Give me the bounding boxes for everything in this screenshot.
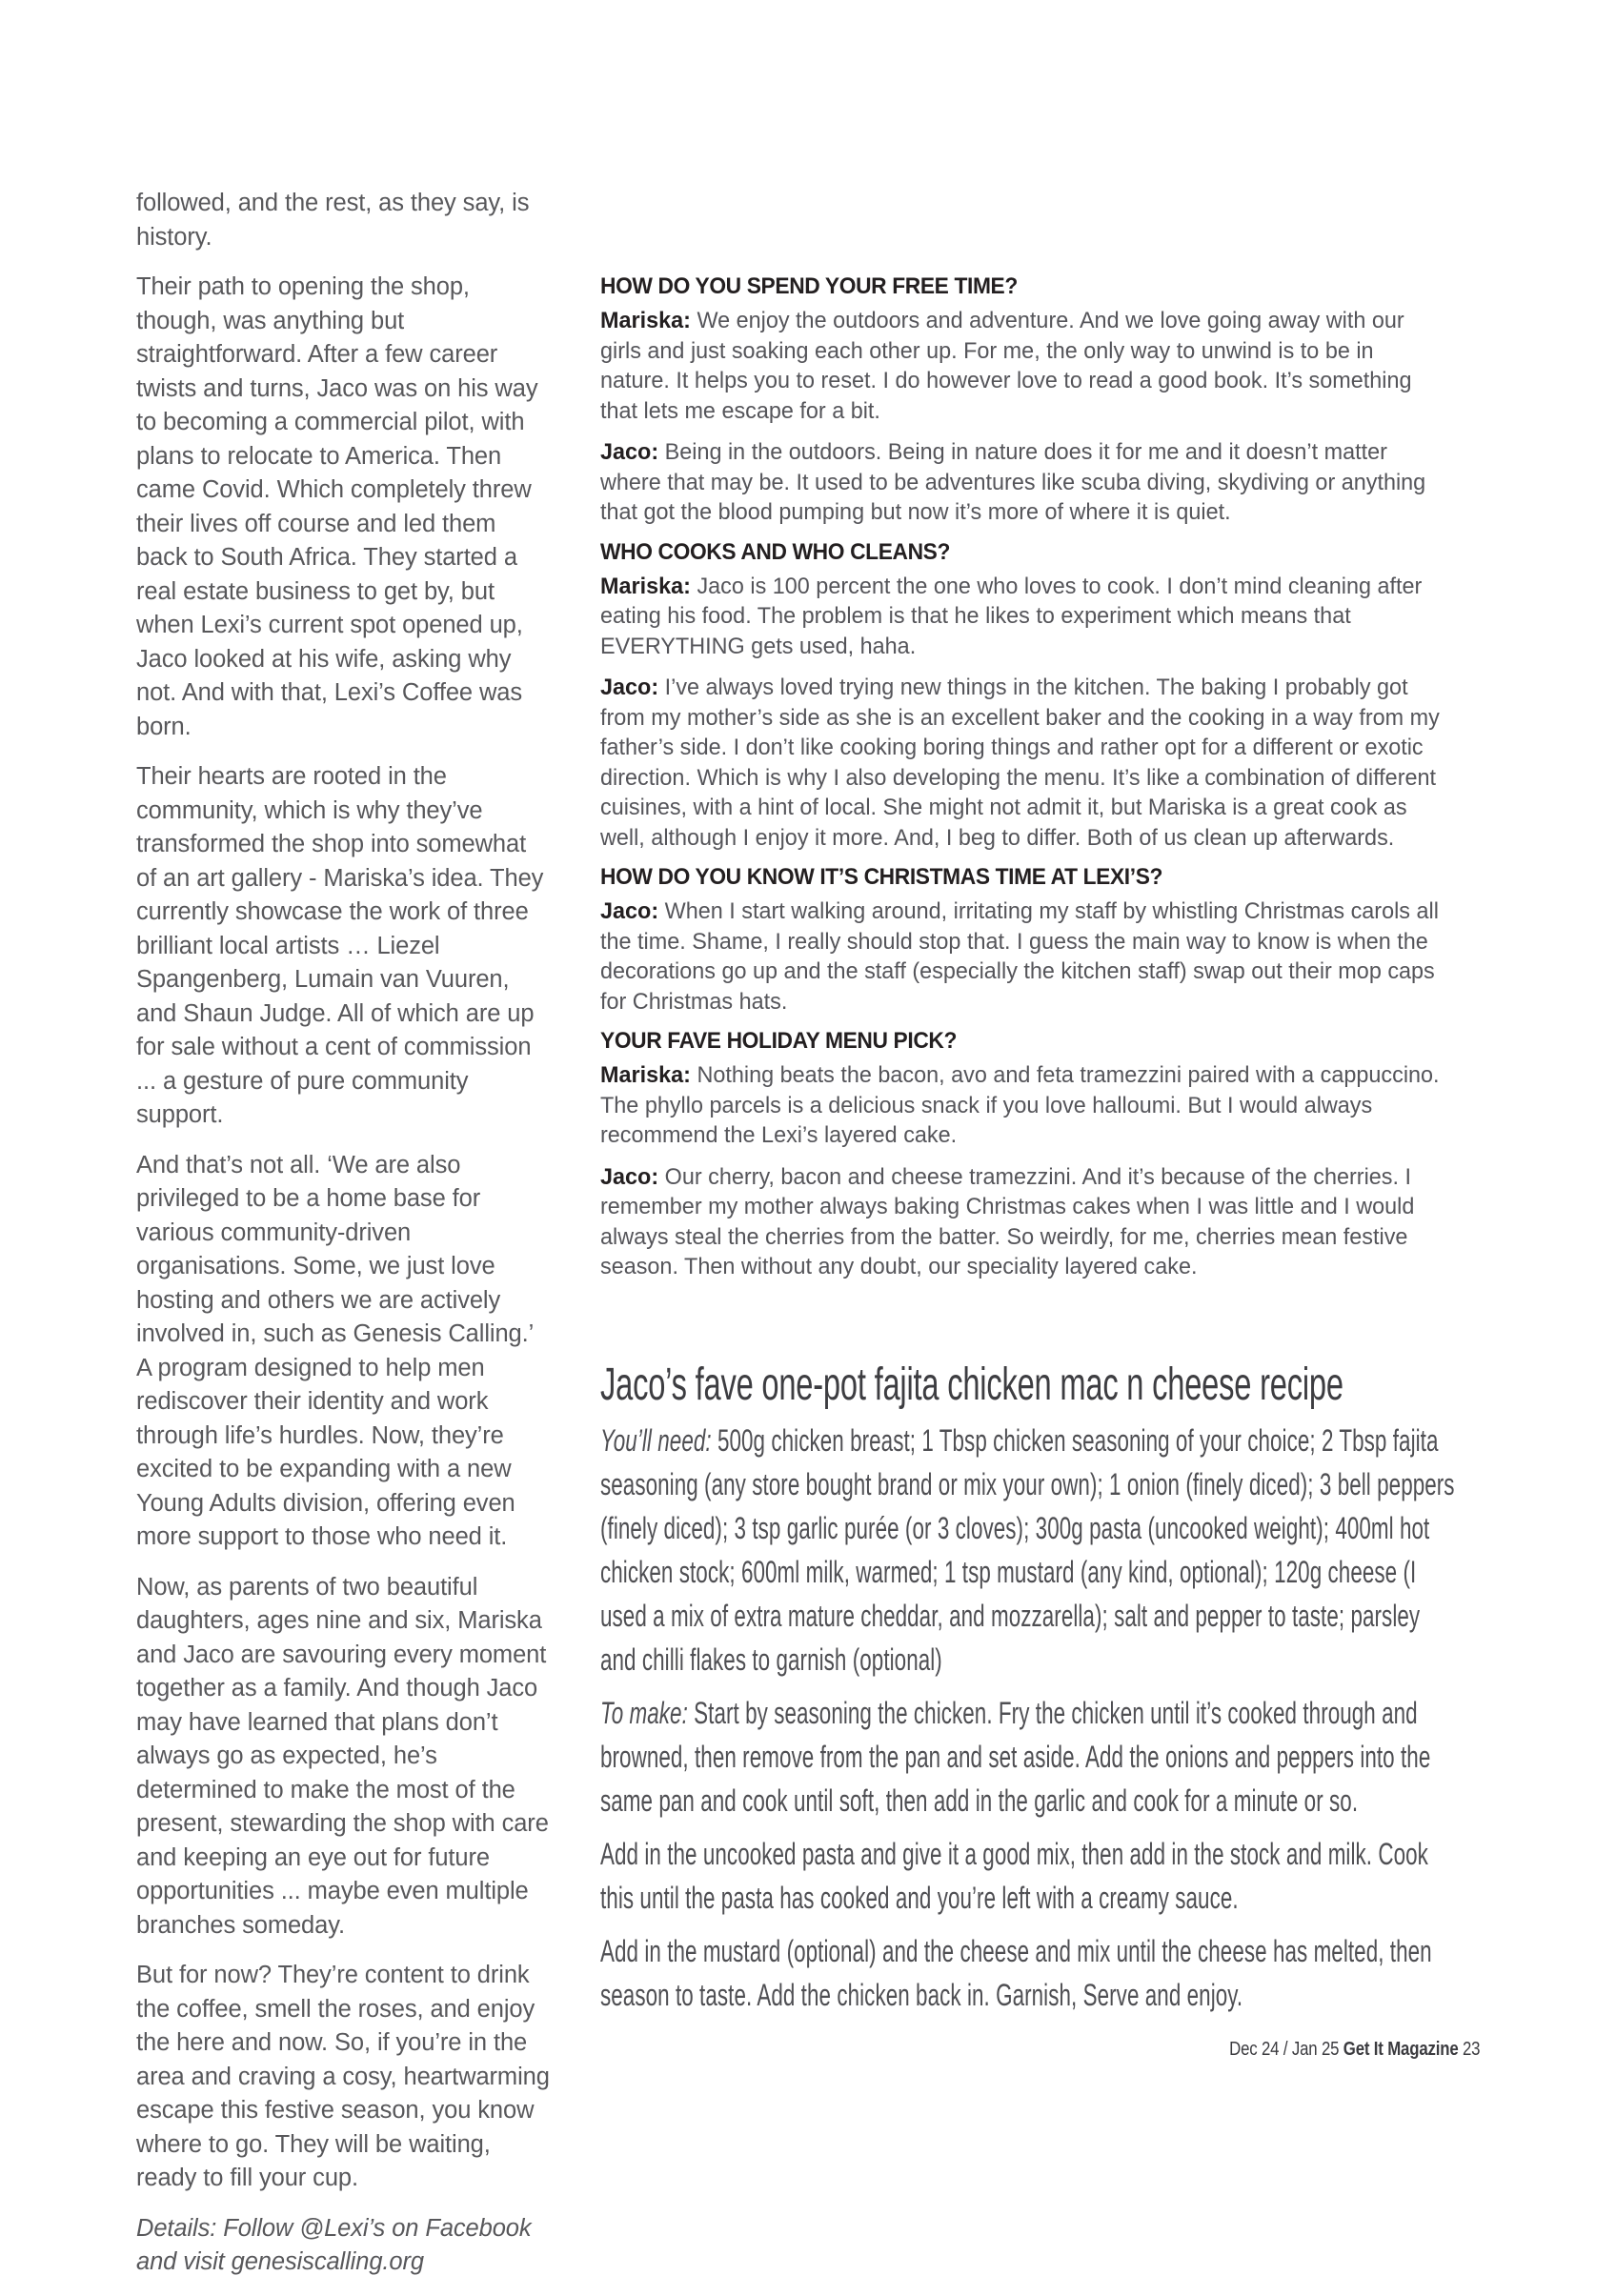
qa-answer — [600, 896, 1448, 1017]
qa-speaker: Mariska: — [600, 573, 691, 599]
article-paragraph: Their path to opening the shop, though, was anything but straightforward. After a few career twists and turns, Jaco was on his way to becoming a commercial pilot, with plans to relocate to America. Then came Covid. Which completely threw their lives off course and led them back to South Africa. They started a real estate business to get by, but when Lexi’s current spot opened up, Jaco looked at his wife, asking why not. And with that, Lexi’s Coffee was born. — [136, 273, 538, 740]
recipe-method-step: Add in the mustard (optional) and the cheese and mix until the cheese has melted, then season to taste. Add the chicken back in. Garnish, Serve and enjoy. — [600, 1934, 1432, 2012]
qa-heading-christmas: HOW DO YOU KNOW IT’S CHRISTMAS TIME AT LEXI’S? — [600, 864, 1163, 890]
recipe-method-text: Start by seasoning the chicken. Fry the chicken until it’s cooked through and browned, then remove from the pan and set aside. Add the onions and peppers into the same pan and cook until soft, then add in the garlic and cook for a minute or so. — [600, 1696, 1431, 1818]
article-paragraph: And that’s not all. ‘We are also privileged to be a home base for various community-driven organisations. Some, we just love hosting and others we are actively involved in, such as Genesis Calling.’ A program designed to help men rediscover their identity and work through life’s hurdles. Now, they’re excited to be expanding with a new Young Adults division, offering even more support to those who need it. — [136, 1151, 534, 1550]
qa-heading-holiday-menu: YOUR FAVE HOLIDAY MENU PICK? — [600, 1028, 958, 1054]
recipe-ingredients — [600, 1419, 1459, 1682]
qa-heading-cooks-cleans: WHO COOKS AND WHO CLEANS? — [600, 538, 951, 565]
qa-heading-free-time: HOW DO YOU SPEND YOUR FREE TIME? — [600, 273, 1018, 299]
qa-answer-text: I’ve always loved trying new things in the kitchen. The baking I probably got from my mother’s side as she is an excellent baker and the cooking in a way from my father’s side. I don’t like cooking boring things and rather opt for a different or exotic direction. Which is why I also developing the menu. It’s like a combination of different cuisines, with a hint of local. She might not admit it, but Mariska is a great cook as well, although I enjoy it more. And, I beg to differ. Both of us clean up afterwards. — [600, 675, 1440, 851]
recipe-method-step: Add in the uncooked pasta and give it a good mix, then add in the stock and milk. Cook this until the pasta has cooked and you’re left with a creamy sauce. — [600, 1837, 1428, 1915]
qa-answer-text: Jaco is 100 percent the one who loves to cook. I don’t mind cleaning after eating his food. The problem is that he likes to experiment which means that EVERYTHING gets used, haha. — [600, 573, 1423, 659]
qa-answer-text: We enjoy the outdoors and adventure. And we love going away with our girls and just soaking each other up. For me, the only way to unwind is to be in nature. It helps you to reset. I do however love to read a good book. It’s something that lets me escape for a bit. — [600, 308, 1412, 424]
qa-answer — [600, 673, 1448, 853]
qa-speaker: Jaco: — [600, 439, 659, 465]
recipe-ingredients-text: 500g chicken breast; 1 Tbsp chicken seasoning of your choice; 2 Tbsp fajita seasoning (any store bought brand or mix your own); 1 onion (finely diced); 3 bell peppers (finely diced); 3 tsp garlic purée (or 3 cloves); 300g pasta (uncooked weight); 400ml hot chicken stock; 600ml milk, warmed; 1 tsp mustard (any kind, optional); 120g cheese (I used a mix of extra mature cheddar, and mozzarella); salt and pepper to taste; parsley and chilli flakes to garnish (optional) — [600, 1423, 1455, 1677]
footer-page-number: 23 — [1458, 2039, 1480, 2060]
page-footer — [1229, 2039, 1480, 2061]
recipe-ingredients-label: You’ll need: — [600, 1423, 712, 1458]
qa-speaker: Mariska: — [600, 1062, 691, 1088]
qa-answer — [600, 572, 1448, 662]
qa-speaker: Jaco: — [600, 898, 659, 924]
qa-speaker: Jaco: — [600, 675, 659, 700]
qa-speaker: Jaco: — [600, 1163, 659, 1190]
recipe-method-step — [600, 1691, 1459, 1823]
footer-issue-date: Dec 24 / Jan 25 — [1228, 2039, 1343, 2060]
qa-answer — [600, 1162, 1448, 1282]
qa-answer — [600, 1060, 1448, 1151]
recipe-method-label: To make: — [600, 1696, 688, 1730]
article-paragraph: Their hearts are rooted in the community, which is why they’ve transformed the shop into somewhat of an art gallery - Mariska’s idea. They currently showcase the work of three brilliant local artists … Liezel Spangenberg, Lumain van Vuuren, and Shaun Judge. All of which are up for sale without a cent of commission ... a gesture of pure community support. — [136, 763, 544, 1128]
qa-answer-text: Our cherry, bacon and cheese tramezzini. And it’s because of the cherries. I remember my mother always baking Christmas cakes when I was little and I would always steal the cherries from the batter. So weirdly, for me, cherries mean festive season. Then without any doubt, our speciality layered cake. — [600, 1163, 1415, 1279]
qa-answer-text: Nothing beats the bacon, avo and feta tramezzini paired with a cappuccino. The phyllo parcels is a delicious snack if you love halloumi. But I would always recommend the Lexi’s layered cake. — [600, 1062, 1440, 1148]
footer-publication-title: Get It Magazine — [1343, 2039, 1459, 2060]
left-article-column — [136, 187, 553, 2296]
article-paragraph: Now, as parents of two beautiful daughters, ages nine and six, Mariska and Jaco are savouring every moment together as a family. And though Jaco may have learned that plans don’t always go as expected, he’s determined to make the most of the present, stewarding the shop with care and keeping an eye out for future opportunities ... maybe even multiple branches someday. — [136, 1573, 549, 1939]
interview-column — [600, 273, 1450, 1294]
qa-answer-text: When I start walking around, irritating my staff by whistling Christmas carols all the time. Shame, I really should stop that. I guess the main way to know is when the decorations go up and the staff (especially the kitchen staff) swap out their mop caps for Christmas hats. — [600, 898, 1439, 1015]
recipe-title: Jaco’s fave one-pot fajita chicken mac n cheese recipe — [600, 1358, 1343, 1410]
qa-answer-text: Being in the outdoors. Being in nature does it for me and it doesn’t matter where that may be. It used to be adventures like scuba diving, skydiving or anything that got the blood pumping but now it’s more of where it is quiet. — [600, 439, 1426, 525]
article-details-note: Details: Follow @Lexi’s on Facebook and visit genesiscalling.org — [136, 2214, 532, 2275]
article-paragraph: followed, and the rest, as they say, is history. — [136, 190, 530, 251]
article-paragraph: But for now? They’re content to drink the coffee, smell the roses, and enjoy the here and now. So, if you’re in the area and craving a cosy, heartwarming escape this festive season, you know where to go. They will be waiting, ready to fill your cup. — [136, 1962, 550, 2191]
qa-speaker: Mariska: — [600, 308, 691, 333]
qa-answer — [600, 437, 1448, 528]
recipe-section — [600, 1357, 1458, 2026]
qa-answer — [600, 306, 1448, 426]
